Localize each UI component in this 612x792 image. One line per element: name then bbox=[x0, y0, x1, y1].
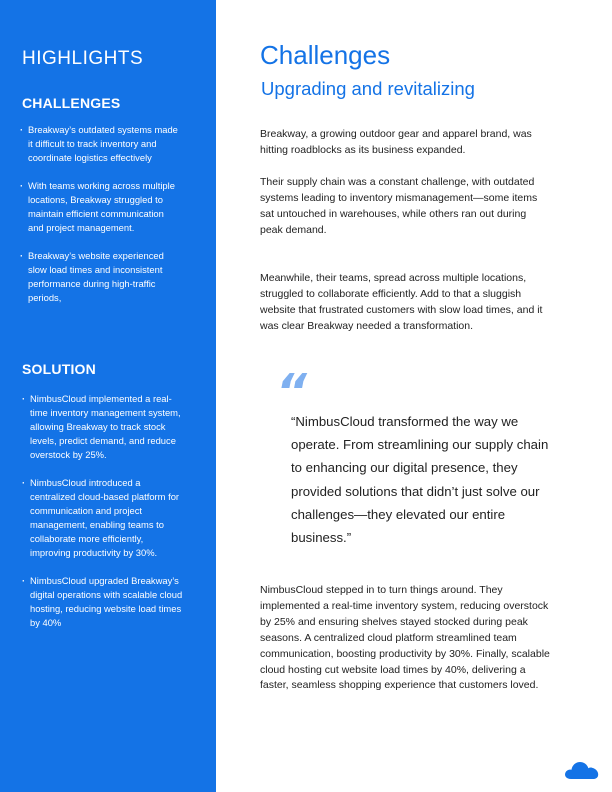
solution-heading: SOLUTION bbox=[22, 361, 96, 377]
list-item: · With teams working across multiple locations, Breakway struggled to maintain efficient communication and project management. bbox=[20, 179, 182, 235]
list-item: · NimbusCloud implemented a real-time inventory management system, allowing Breakway to track stock levels, predict demand, and reduce overstock by 25%. bbox=[22, 392, 184, 462]
list-item: · Breakway’s outdated systems made it difficult to track inventory and coordinate logistics effectively bbox=[20, 123, 182, 165]
cloud-icon bbox=[564, 757, 600, 781]
list-item: · Breakway’s website experienced slow load times and inconsistent performance during high-traffic periods, bbox=[20, 249, 182, 305]
challenges-list bbox=[20, 123, 182, 319]
page-subtitle: Upgrading and revitalizing bbox=[261, 78, 475, 99]
challenges-heading: CHALLENGES bbox=[22, 95, 121, 111]
page-title: Challenges bbox=[260, 40, 391, 70]
paragraph-teams: Meanwhile, their teams, spread across multiple locations, struggled to collaborate efficiently. Add to that a sluggish website that frustrated customers with slow load times, and it was clear Breakway needed a transformation. bbox=[260, 272, 543, 332]
list-item: · NimbusCloud introduced a centralized cloud-based platform for communication and project management, enabling teams to collaborate more efficiently, improving productivity by 30%. bbox=[22, 476, 184, 560]
quote-mark-icon: “ bbox=[276, 364, 307, 420]
paragraph-solution: NimbusCloud stepped in to turn things around. They implemented a real-time inventory system, reducing overstock by 25% and ensuring shelves stayed stocked during peak seasons. A centralized cloud platform streamlined team communication, boosting productivity by 30%. Finally, scalable cloud hosting cut website load times by 40%, delivering a faster, seamless shopping experience that customers loved. bbox=[260, 584, 550, 692]
highlights-sidebar bbox=[0, 0, 216, 792]
paragraph-intro: Breakway, a growing outdoor gear and apparel brand, was hitting roadblocks as its business expanded. bbox=[260, 128, 532, 156]
sidebar-title: HIGHLIGHTS bbox=[22, 48, 144, 69]
solution-list bbox=[22, 392, 184, 644]
paragraph-supply-chain: Their supply chain was a constant challenge, with outdated systems leading to inventory mismanagement—some items sat untouched in warehouses, while others ran out during peak demand. bbox=[260, 176, 538, 236]
list-item: · NimbusCloud upgraded Breakway’s digital operations with scalable cloud hosting, reducing website load times by 40% bbox=[22, 574, 184, 630]
testimonial-quote: “NimbusCloud transformed the way we operate. From streamlining our supply chain to enhancing our digital presence, they provided solutions that didn’t just solve our challenges—they elevated our entire business.” bbox=[291, 414, 549, 546]
